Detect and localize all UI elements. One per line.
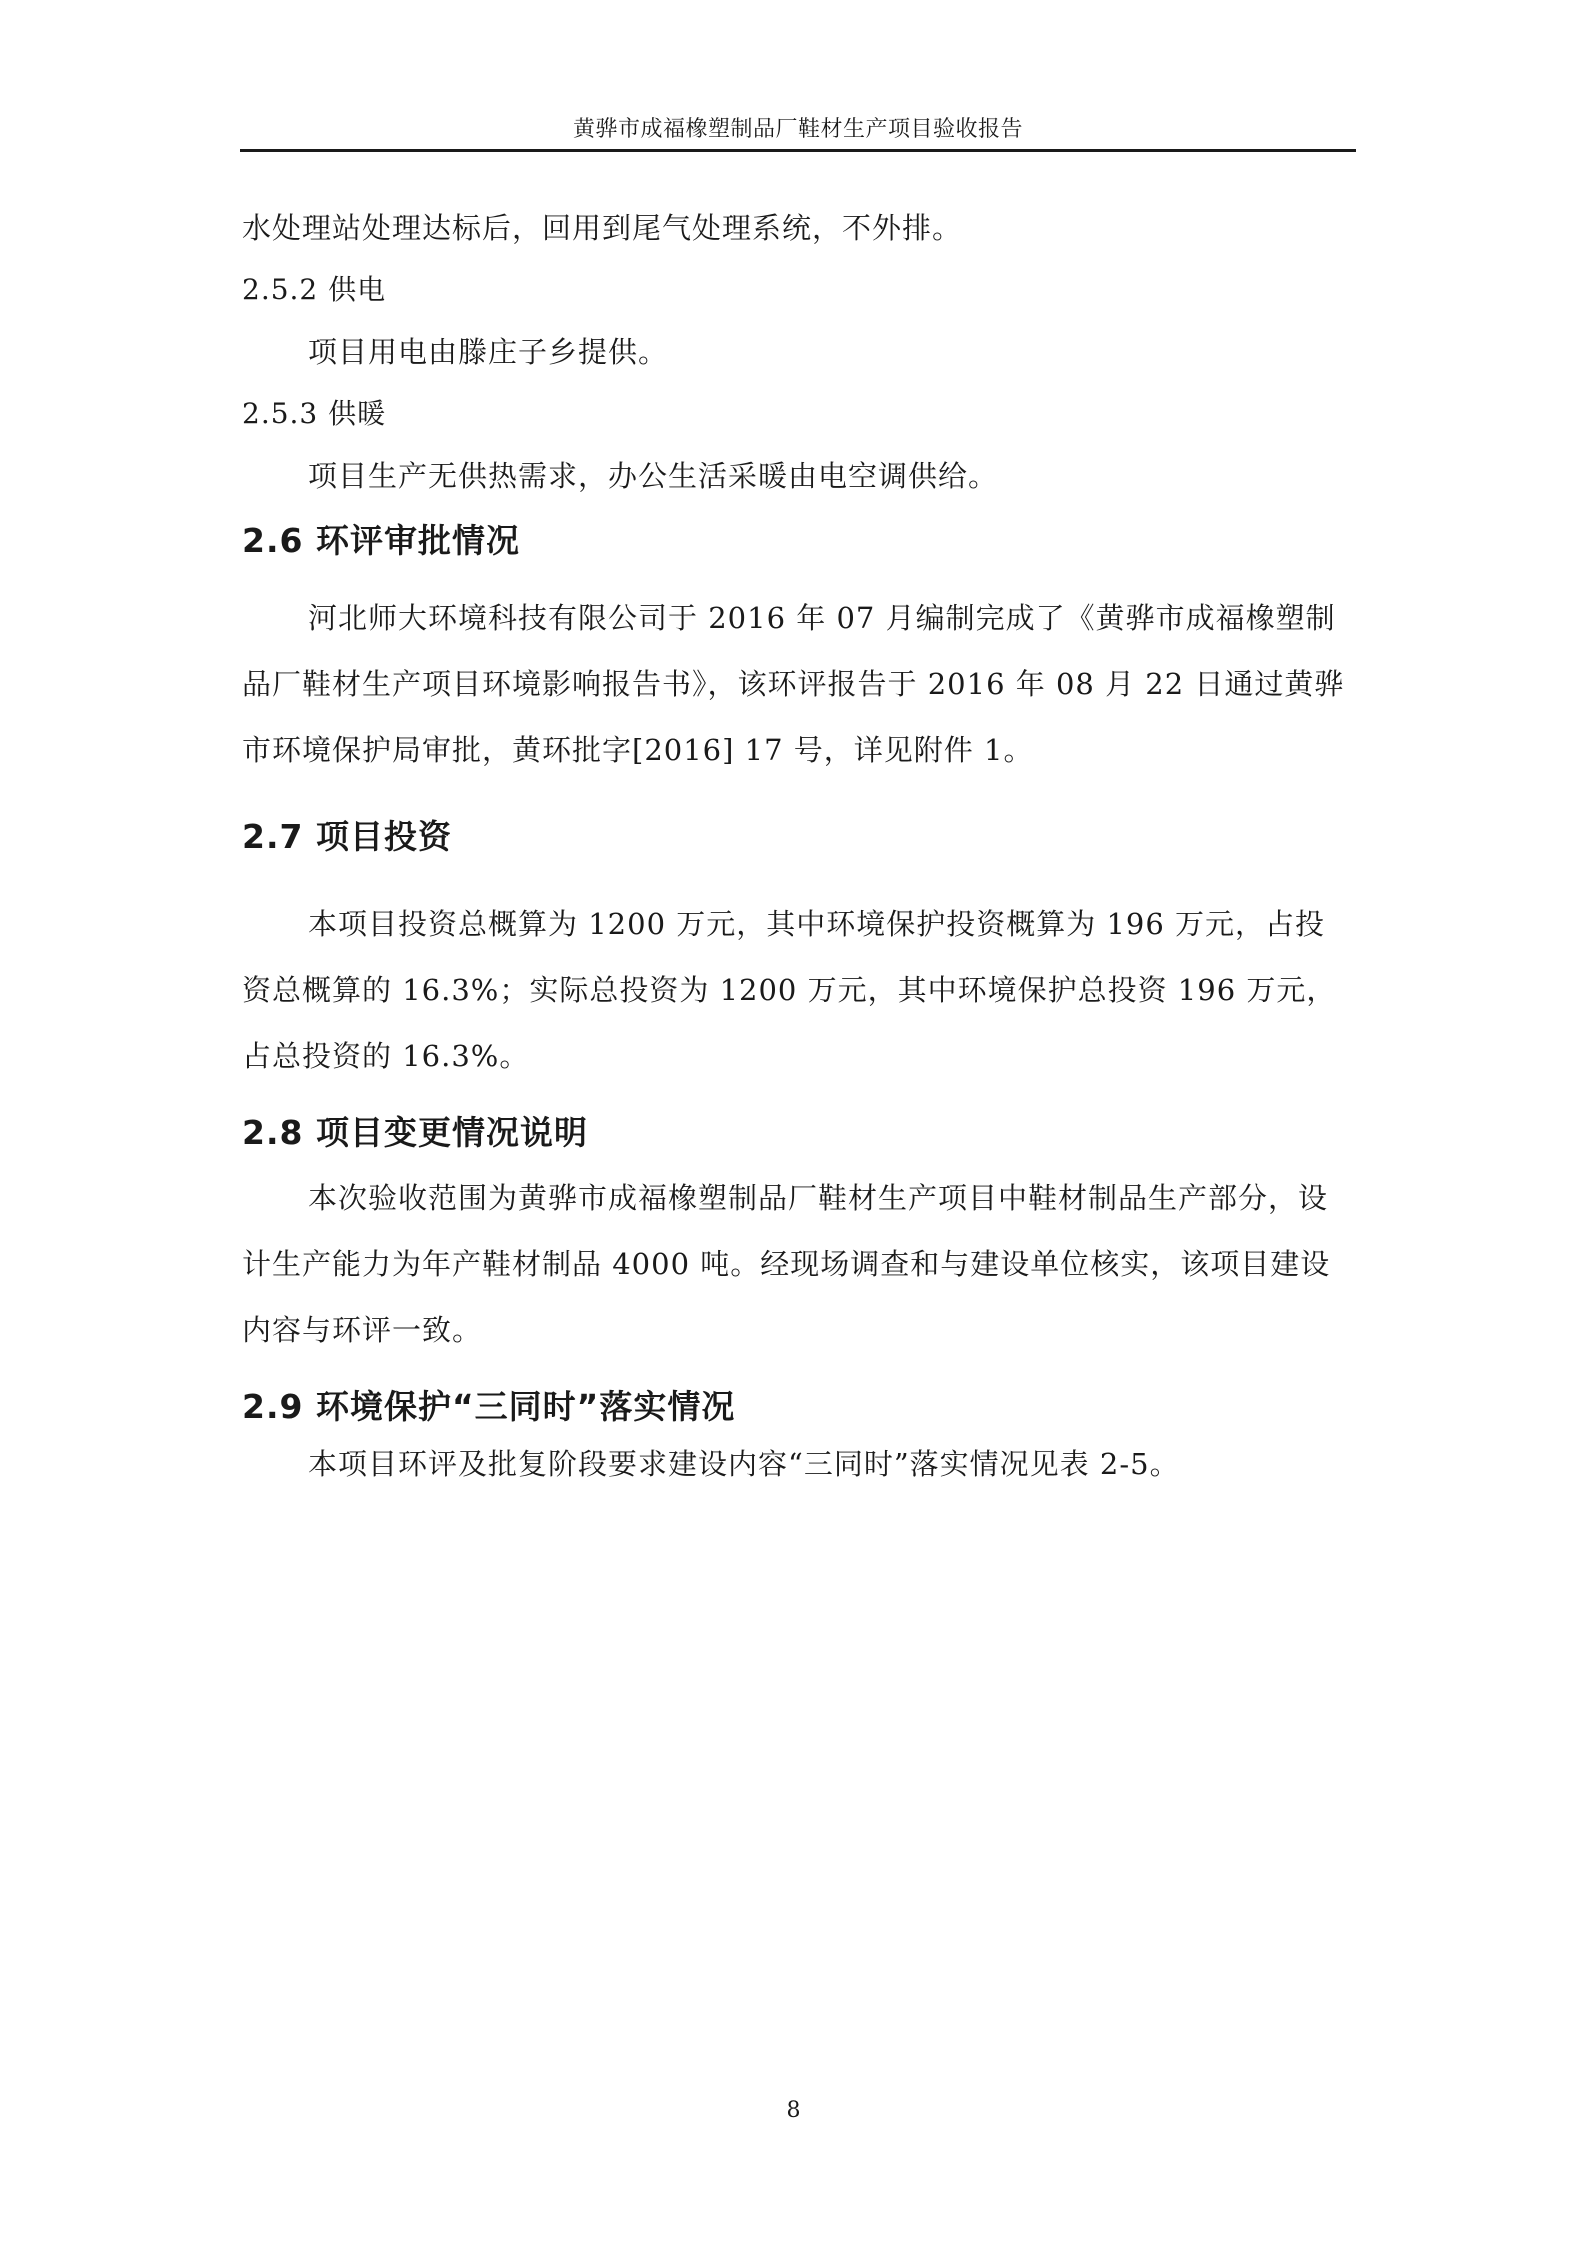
section-2-5-2-heading: 2.5.2 供电 [242,273,387,306]
spacer [242,1089,1354,1109]
section-2-5-2-text: 项目用电由滕庄子乡提供。 [308,335,669,369]
section-2-7-paragraph: 本项目投资总概算为 1200 万元，其中环境保护投资概算为 196 万元，占投资总概算的 16.3%；实际总投资为 1200 万元，其中环境保护总投资 196 万元，占总投资的 16.3%。 [242,907,1337,1073]
header-divider [240,149,1356,152]
spacer [242,783,1354,813]
spacer [242,1363,1354,1383]
section-2-5-3-text: 项目生产无供热需求，办公生活采暖由电空调供给。 [308,459,999,493]
section-2-8-paragraph: 本次验收范围为黄骅市成福橡塑制品厂鞋材生产项目中鞋材制品生产部分，设计生产能力为年产鞋材制品 4000 吨。经现场调查和与建设单位核实，该项目建设内容与环评一致。 [242,1181,1331,1347]
running-header: 黄骅市成福橡塑制品厂鞋材生产项目验收报告 [572,117,1023,142]
spacer [242,861,1354,891]
document-body [242,195,1354,1497]
section-2-6-paragraph: 河北师大环境科技有限公司于 2016 年 07 月编制完成了《黄骅市成福橡塑制品厂鞋材生产项目环境影响报告书》，该环评报告于 2016 年 08 月 22 日通过黄骅市环境保护局审批，黄环批字[2016] 17 号，详见附件 1。 [242,601,1345,767]
spacer [242,565,1354,585]
section-2-9-heading: 2.9 环境保护“三同时”落实情况 [242,1387,736,1426]
spacer [242,509,1354,517]
section-2-9-paragraph: 本项目环评及批复阶段要求建设内容“三同时”落实情况见表 2-5。 [308,1447,1180,1481]
section-2-6-heading: 2.6 环评审批情况 [242,521,520,560]
section-2-5-3-heading: 2.5.3 供暖 [242,397,387,430]
spacer [242,1157,1354,1165]
section-2-7-heading: 2.7 项目投资 [242,817,452,856]
continuation-paragraph: 水处理站处理达标后，回用到尾气处理系统，不外排。 [242,211,963,245]
section-2-8-heading: 2.8 项目变更情况说明 [242,1113,588,1152]
page-number: 8 [786,2098,801,2123]
